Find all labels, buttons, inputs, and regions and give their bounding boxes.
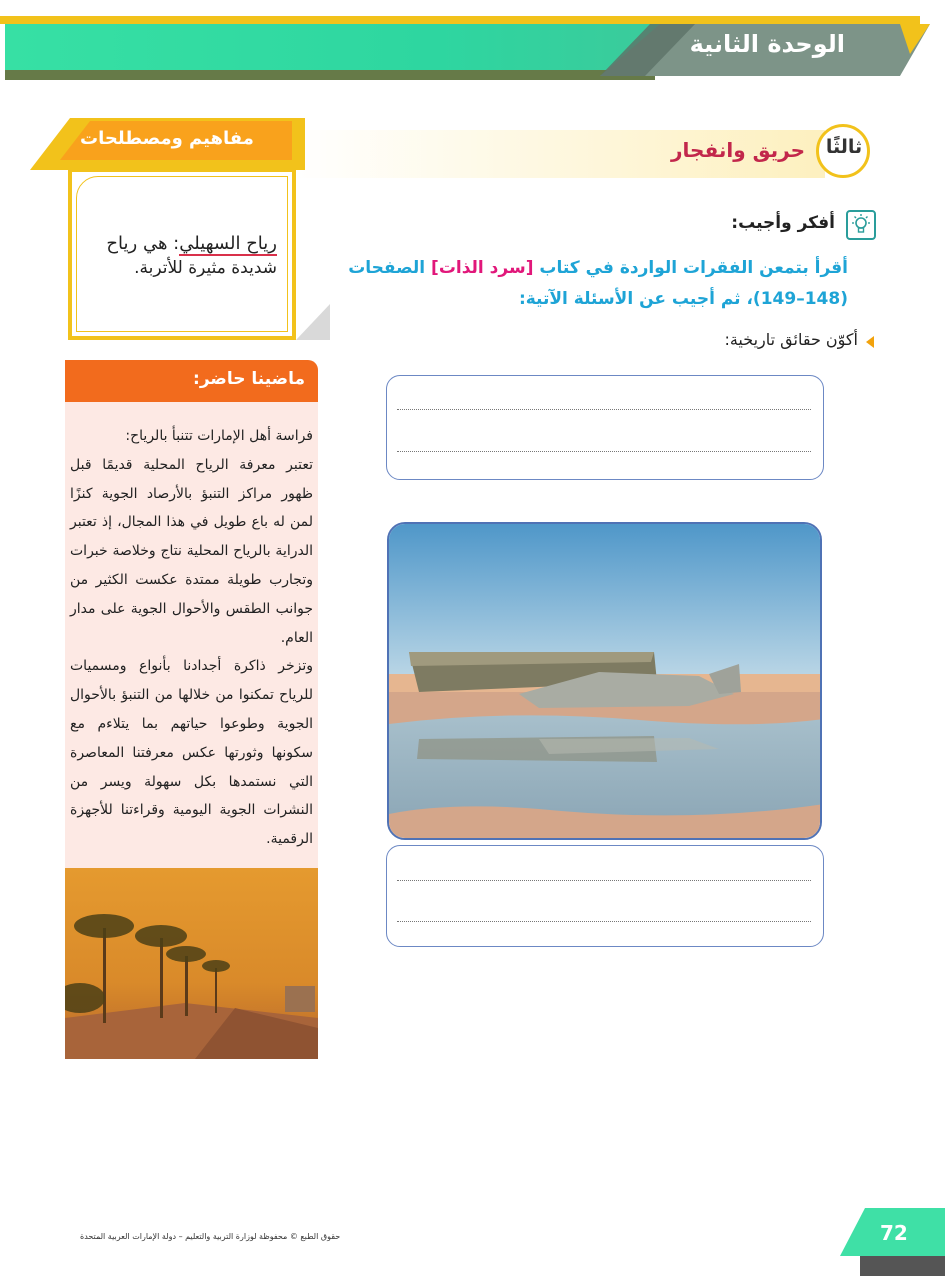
concepts-title: مفاهيم ومصطلحات	[80, 128, 254, 149]
past-present-paragraph: وتزخر ذاكرة أجدادنا بأنواع ومسميات للرياح تمكنوا من خلالها من التنبؤ بالأحوال الجوية وطوعوا حياتهم بما يتلاءم مع سكونها وثورتها عكس معرفتنا المعاصرة التي نستمدها بكل سهولة ويسر من النشرات الجوية اليومية وقراءتنا للأجهزة الرقمية.	[70, 658, 313, 848]
wreck-photo	[387, 522, 822, 840]
concept-term-line	[106, 233, 277, 254]
answer-box-2[interactable]	[386, 845, 824, 947]
book-title: [سرد الذات]	[431, 258, 534, 278]
header-top-stripe	[0, 16, 920, 24]
concept-term: رياح السهيلي	[179, 233, 277, 254]
concepts-shadow	[296, 304, 330, 340]
past-present-paragraph: تعتبر معرفة الرياح المحلية قديمًا قبل ظهور مراكز التنبؤ بالأرصاد الجوية كنزًا لمن له باع طويل في هذا المجال، إذ تعتبر الدراية بالرياح المحلية نتاج وخلاصة خبرات وتجارب طويلة ممتدة عكست الكثير من جوانب الطقس والأحوال الجوية على مدار العام.	[70, 456, 313, 646]
section-title: حريق وانفجار	[671, 138, 805, 162]
concept-term-def: : هي رياح	[106, 233, 180, 254]
copyright-notice: حقوق الطبع © محفوظة لوزارة التربية والتعليم – دولة الإمارات العربية المتحدة	[80, 1232, 341, 1241]
section-number: ثالثًا	[825, 136, 863, 158]
activity-instruction-line2: (148–149)، ثم أجيب عن الأسئلة الآتية:	[518, 289, 848, 309]
lightbulb-icon	[846, 210, 876, 240]
past-present-heading: فراسة أهل الإمارات تتنبأ بالرياح:	[125, 428, 313, 444]
bullet-prompt: أكوّن حقائق تاريخية:	[724, 330, 858, 349]
dusty-road-photo	[65, 868, 318, 1059]
unit-title: الوحدة الثانية	[689, 30, 845, 58]
instruction-part1: أقرأ بتمعن الفقرات الواردة في كتاب	[533, 258, 848, 278]
page-number-bar	[860, 1256, 945, 1276]
page-number: 72	[880, 1221, 908, 1245]
answer-line[interactable]	[397, 451, 811, 452]
activity-label: أفكر وأجيب:	[731, 213, 835, 233]
concept-definition: شديدة مثيرة للأتربة.	[134, 258, 277, 278]
instruction-part2: الصفحات	[348, 258, 432, 278]
answer-line[interactable]	[397, 880, 811, 881]
answer-line[interactable]	[397, 921, 811, 922]
answer-line[interactable]	[397, 409, 811, 410]
activity-instruction	[348, 258, 848, 278]
answer-box-1[interactable]	[386, 375, 824, 480]
past-present-title: ماضينا حاضر:	[193, 369, 305, 389]
past-present-text	[70, 422, 313, 854]
bullet-arrow-icon	[866, 336, 874, 348]
